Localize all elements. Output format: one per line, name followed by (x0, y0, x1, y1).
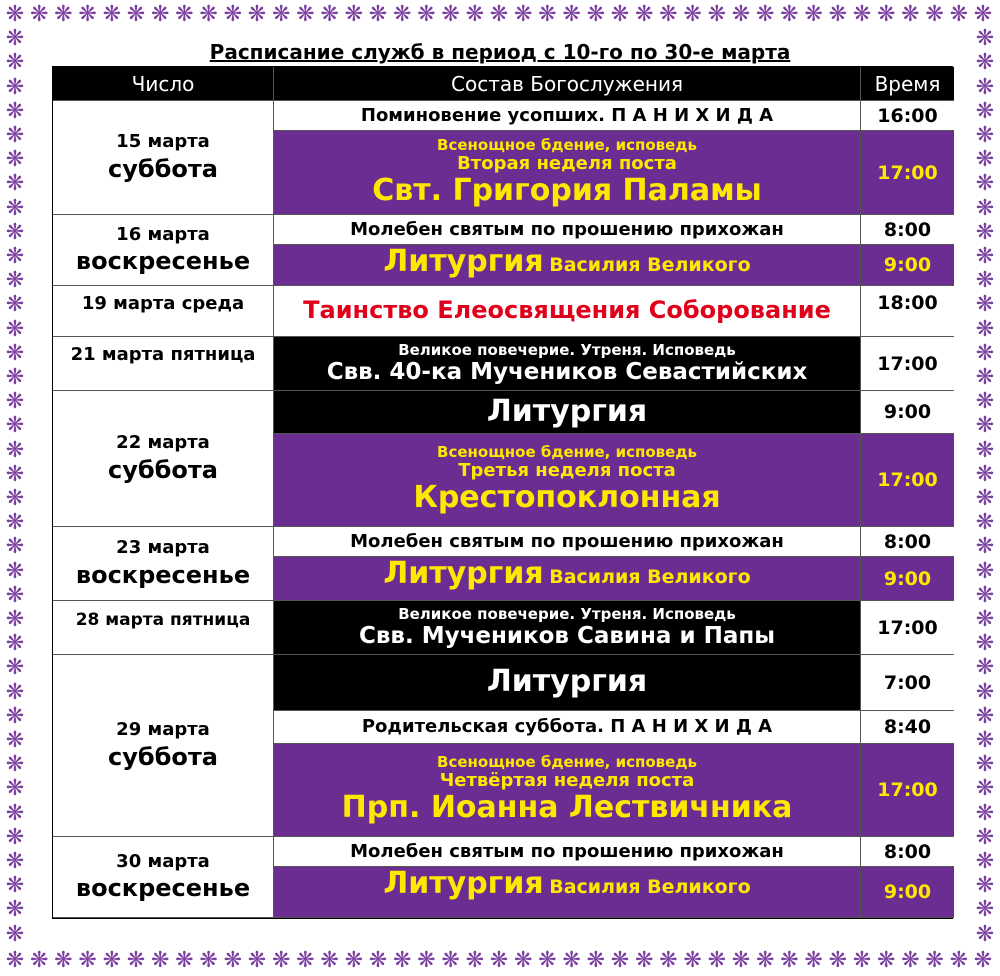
ornament-icon: ❋ (707, 4, 727, 26)
ornament-icon: ❋ (5, 246, 25, 268)
ornament-icon: ❋ (5, 657, 25, 680)
ornament-icon: ❋ (975, 463, 995, 486)
ornament-icon: ❋ (344, 950, 364, 972)
date-day: 16 марта (116, 223, 210, 245)
date-cell (53, 391, 274, 527)
ornament-icon: ❋ (320, 4, 339, 26)
ornament-icon: ❋ (5, 802, 25, 825)
date-weekday: воскресенье (75, 560, 251, 589)
time-cell: 9:00 (861, 867, 954, 918)
service-line: Великое повечерие. Утреня. Исповедь (398, 340, 736, 359)
ornament-icon: ❋ (271, 4, 291, 26)
ornament-icon: ❋ (562, 4, 581, 26)
ornament-icon: ❋ (975, 342, 995, 365)
header-time: Время (861, 67, 954, 101)
service-cell (274, 744, 861, 837)
ornament-icon: ❋ (126, 950, 146, 972)
ornament-icon: ❋ (975, 221, 995, 244)
ornament-icon: ❋ (5, 826, 25, 849)
service-cell (274, 337, 861, 391)
service-cell: Родительская суббота. П А Н И Х И Д А (274, 711, 861, 744)
ornament-icon: ❋ (780, 950, 799, 972)
ornament-icon: ❋ (975, 851, 995, 873)
date-weekday: суббота (108, 455, 218, 484)
ornament-icon: ❋ (5, 100, 25, 123)
ornament-icon: ❋ (975, 754, 995, 777)
ornament-icon: ❋ (5, 149, 25, 172)
ornament-icon: ❋ (368, 4, 388, 26)
time-cell: 8:00 (861, 215, 954, 245)
service-cell: Таинство Елеосвящения Соборование (274, 286, 861, 337)
ornament-icon: ❋ (29, 950, 49, 972)
ornament-icon: ❋ (975, 536, 995, 559)
ornament-icon: ❋ (5, 609, 25, 631)
ornament-icon: ❋ (392, 4, 412, 26)
ornament-icon: ❋ (5, 439, 25, 462)
service-cell: Литургия (274, 655, 861, 711)
ornament-icon: ❋ (513, 950, 533, 972)
ornament-icon: ❋ (223, 950, 243, 972)
date-cell (53, 337, 274, 391)
ornament-icon: ❋ (804, 4, 823, 26)
ornament-icon: ❋ (5, 705, 25, 728)
ornament-icon: ❋ (610, 950, 630, 972)
ornament-icon: ❋ (949, 4, 969, 26)
ornament-icon: ❋ (925, 950, 944, 972)
date-cell (53, 215, 274, 286)
ornament-icon: ❋ (975, 681, 995, 704)
service-cell: Молебен святым по прошению прихожан (274, 837, 861, 867)
ornament-icon: ❋ (975, 584, 995, 607)
ornament-icon: ❋ (731, 4, 751, 26)
date-day: 23 марта (116, 537, 210, 559)
date-weekday: воскресенье (75, 874, 251, 903)
service-line: Великое повечерие. Утреня. Исповедь (398, 604, 736, 623)
ornament-icon: ❋ (344, 4, 364, 26)
service-title: Литургия (383, 245, 544, 279)
time-cell: 17:00 (861, 744, 954, 837)
ornament-icon: ❋ (610, 4, 630, 26)
ornament-icon: ❋ (199, 4, 218, 26)
time-cell: 16:00 (861, 101, 954, 131)
ornament-icon: ❋ (975, 125, 995, 147)
date-day: 15 марта (116, 131, 210, 153)
ornament-icon: ❋ (271, 950, 291, 972)
ornament-icon: ❋ (441, 950, 460, 972)
ornament-icon: ❋ (804, 950, 823, 972)
ornament-icon: ❋ (828, 950, 848, 972)
service-cell (274, 867, 861, 918)
ornament-icon: ❋ (5, 125, 25, 147)
time-cell: 18:00 (861, 286, 954, 337)
ornament-icon: ❋ (975, 270, 995, 293)
ornament-icon: ❋ (755, 4, 775, 26)
ornament-icon: ❋ (489, 4, 509, 26)
service-line: Всенощное бдение, исповедь (437, 753, 697, 772)
service-line: Всенощное бдение, исповедь (437, 443, 697, 462)
ornament-icon: ❋ (973, 4, 993, 26)
ornament-icon: ❋ (975, 705, 995, 728)
time-cell: 8:40 (861, 711, 954, 744)
ornament-icon: ❋ (78, 4, 97, 26)
ornament-icon: ❋ (975, 609, 995, 631)
ornament-icon: ❋ (975, 52, 995, 75)
date-day: 28 марта пятница (75, 610, 251, 630)
service-subtitle: Василия Великого (549, 254, 751, 276)
ornament-icon: ❋ (465, 4, 485, 26)
ornament-icon: ❋ (925, 4, 944, 26)
ornament-icon: ❋ (975, 802, 995, 825)
ornament-icon: ❋ (441, 4, 460, 26)
service-cell: Молебен святым по прошению прихожан (274, 215, 861, 245)
date-weekday: суббота (108, 742, 218, 771)
ornament-icon: ❋ (975, 439, 995, 462)
time-cell: 17:00 (861, 601, 954, 655)
header-service: Состав Богослужения (274, 67, 861, 101)
ornament-icon: ❋ (634, 4, 654, 26)
date-cell (53, 286, 274, 337)
ornament-icon: ❋ (852, 950, 872, 972)
ornament-icon: ❋ (975, 923, 995, 946)
ornament-icon: ❋ (5, 754, 25, 777)
ornament-icon: ❋ (975, 197, 995, 220)
ornament-icon: ❋ (949, 950, 969, 972)
ornament-icon: ❋ (975, 657, 995, 680)
date-day: 29 марта (116, 719, 210, 741)
ornament-icon: ❋ (975, 778, 995, 801)
ornament-icon: ❋ (5, 778, 25, 801)
ornament-icon: ❋ (780, 4, 799, 26)
date-cell (53, 655, 274, 837)
ornament-icon: ❋ (199, 950, 218, 972)
service-line: Третья неделя поста (458, 460, 676, 482)
ornament-icon: ❋ (659, 950, 678, 972)
ornament-icon: ❋ (975, 173, 995, 196)
date-day: 19 марта среда (81, 293, 245, 314)
service-title: Прп. Иоанна Лествичника (341, 790, 793, 826)
ornament-icon: ❋ (5, 415, 25, 438)
ornament-icon: ❋ (102, 4, 122, 26)
date-weekday: суббота (108, 154, 218, 183)
service-title: Свт. Григория Паламы (372, 172, 762, 208)
ornament-icon: ❋ (975, 76, 995, 99)
ornament-icon: ❋ (975, 149, 995, 172)
time-cell: 8:00 (861, 837, 954, 867)
ornament-icon: ❋ (975, 246, 995, 268)
date-cell (53, 527, 274, 601)
ornament-icon: ❋ (975, 826, 995, 849)
ornament-icon: ❋ (5, 633, 25, 656)
ornament-icon: ❋ (5, 52, 25, 75)
date-weekday: воскресенье (75, 247, 251, 276)
ornament-icon: ❋ (5, 4, 25, 26)
service-line: Четвёртая неделя поста (439, 770, 695, 792)
date-cell (53, 837, 274, 918)
ornament-icon: ❋ (538, 4, 557, 26)
ornament-icon: ❋ (5, 173, 25, 196)
ornament-icon: ❋ (975, 294, 995, 317)
service-title: Литургия (383, 867, 544, 901)
header-date: Число (53, 67, 274, 101)
ornament-icon: ❋ (175, 950, 194, 972)
ornament-icon: ❋ (562, 950, 581, 972)
ornament-icon: ❋ (223, 4, 243, 26)
ornament-icon: ❋ (901, 4, 920, 26)
service-subtitle: Василия Великого (549, 566, 751, 588)
ornament-icon: ❋ (5, 318, 25, 341)
service-line: Вторая неделя поста (457, 152, 677, 174)
service-title: Литургия (383, 557, 544, 591)
ornament-icon: ❋ (126, 4, 146, 26)
service-line: Всенощное бдение, исповедь (437, 135, 697, 154)
ornament-icon: ❋ (634, 950, 654, 972)
time-cell: 17:00 (861, 434, 954, 527)
ornament-icon: ❋ (876, 950, 896, 972)
ornament-icon: ❋ (5, 197, 25, 220)
ornament-icon: ❋ (5, 391, 25, 414)
ornament-icon: ❋ (247, 950, 267, 972)
ornament-icon: ❋ (513, 4, 533, 26)
ornament-icon: ❋ (296, 4, 315, 26)
date-cell (53, 601, 274, 655)
ornament-icon: ❋ (5, 367, 25, 389)
ornament-icon: ❋ (5, 294, 25, 317)
ornament-icon: ❋ (5, 488, 25, 510)
service-title: Свв. 40-ка Мучеников Севастийских (326, 358, 808, 385)
ornament-icon: ❋ (975, 633, 995, 656)
ornament-icon: ❋ (901, 950, 920, 972)
ornament-icon: ❋ (5, 342, 25, 365)
ornament-icon: ❋ (975, 512, 995, 535)
service-cell (274, 557, 861, 601)
ornament-icon: ❋ (707, 950, 727, 972)
date-day: 22 марта (116, 432, 210, 454)
ornament-icon: ❋ (5, 28, 25, 51)
ornament-icon: ❋ (5, 221, 25, 244)
date-cell (53, 101, 274, 215)
ornament-icon: ❋ (5, 730, 25, 752)
ornament-icon: ❋ (683, 4, 702, 26)
ornament-icon: ❋ (247, 4, 267, 26)
service-subtitle: Василия Великого (549, 876, 751, 898)
ornament-icon: ❋ (586, 950, 606, 972)
service-cell: Литургия (274, 391, 861, 434)
ornament-icon: ❋ (5, 851, 25, 873)
ornament-icon: ❋ (828, 4, 848, 26)
ornament-icon: ❋ (54, 950, 73, 972)
service-cell (274, 601, 861, 655)
service-cell (274, 131, 861, 215)
ornament-icon: ❋ (975, 560, 995, 583)
ornament-icon: ❋ (5, 270, 25, 293)
ornament-icon: ❋ (586, 4, 606, 26)
ornament-icon: ❋ (489, 950, 509, 972)
ornament-icon: ❋ (102, 950, 122, 972)
ornament-icon: ❋ (54, 4, 73, 26)
ornament-icon: ❋ (5, 875, 25, 898)
ornament-icon: ❋ (973, 950, 993, 972)
ornament-icon: ❋ (465, 950, 485, 972)
ornament-icon: ❋ (731, 950, 751, 972)
ornament-icon: ❋ (5, 560, 25, 583)
ornament-icon: ❋ (296, 950, 315, 972)
time-cell: 17:00 (861, 131, 954, 215)
ornament-icon: ❋ (683, 950, 702, 972)
ornament-icon: ❋ (975, 367, 995, 389)
ornament-icon: ❋ (29, 4, 49, 26)
ornament-icon: ❋ (5, 463, 25, 486)
ornament-icon: ❋ (975, 100, 995, 123)
ornament-icon: ❋ (538, 950, 557, 972)
ornament-icon: ❋ (5, 923, 25, 946)
date-day: 21 марта пятница (70, 344, 256, 365)
ornament-icon: ❋ (320, 950, 339, 972)
ornament-icon: ❋ (5, 536, 25, 559)
service-title: Крестопоклонная (413, 480, 721, 516)
ornament-icon: ❋ (5, 950, 25, 972)
ornament-icon: ❋ (852, 4, 872, 26)
ornament-icon: ❋ (755, 950, 775, 972)
schedule-table (52, 66, 953, 919)
service-cell (274, 245, 861, 286)
service-cell: Молебен святым по прошению прихожан (274, 527, 861, 557)
time-cell: 9:00 (861, 245, 954, 286)
ornament-icon: ❋ (975, 391, 995, 414)
time-cell: 17:00 (861, 337, 954, 391)
service-cell: Поминовение усопших. П А Н И Х И Д А (274, 101, 861, 131)
ornament-icon: ❋ (876, 4, 896, 26)
ornament-icon: ❋ (659, 4, 678, 26)
ornament-icon: ❋ (975, 875, 995, 898)
ornament-icon: ❋ (5, 76, 25, 99)
ornament-icon: ❋ (368, 950, 388, 972)
ornament-icon: ❋ (392, 950, 412, 972)
ornament-icon: ❋ (5, 584, 25, 607)
time-cell: 7:00 (861, 655, 954, 711)
time-cell: 8:00 (861, 527, 954, 557)
ornament-icon: ❋ (975, 415, 995, 438)
service-title: Свв. Мучеников Савина и Папы (358, 622, 776, 649)
ornament-icon: ❋ (175, 4, 194, 26)
time-cell: 9:00 (861, 557, 954, 601)
schedule-title: Расписание служб в период с 10-го по 30-е марта (209, 40, 791, 64)
ornament-icon: ❋ (5, 512, 25, 535)
ornament-icon: ❋ (975, 28, 995, 51)
ornament-icon: ❋ (150, 950, 170, 972)
ornament-icon: ❋ (975, 730, 995, 752)
ornament-icon: ❋ (5, 899, 25, 922)
ornament-icon: ❋ (417, 4, 436, 26)
ornament-icon: ❋ (5, 681, 25, 704)
ornament-icon: ❋ (975, 318, 995, 341)
date-day: 30 марта (116, 850, 210, 872)
time-cell: 9:00 (861, 391, 954, 434)
ornament-icon: ❋ (150, 4, 170, 26)
ornament-icon: ❋ (417, 950, 436, 972)
ornament-icon: ❋ (78, 950, 97, 972)
service-cell (274, 434, 861, 527)
ornament-icon: ❋ (975, 899, 995, 922)
ornament-icon: ❋ (975, 488, 995, 510)
